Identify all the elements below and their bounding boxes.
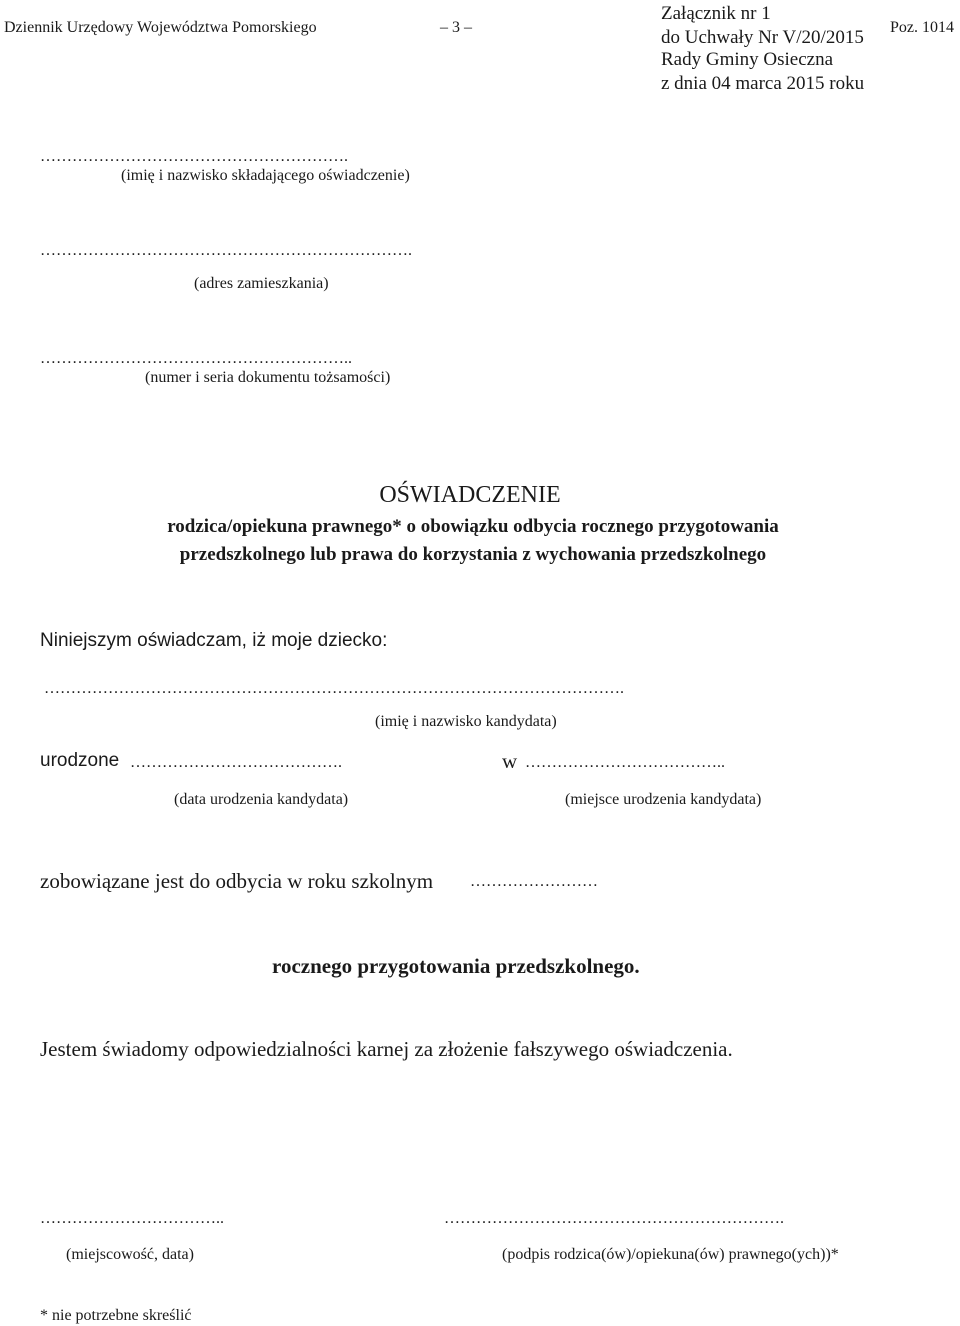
position-number: Poz. 1014 — [890, 19, 954, 36]
footnote: * nie potrzebne skreślić — [40, 1307, 192, 1324]
birth-date-field[interactable]: …………………………………. — [130, 754, 342, 771]
document-title: OŚWIADCZENIE — [379, 482, 561, 508]
attachment-line-4: z dnia 04 marca 2015 roku — [661, 73, 865, 94]
birth-date-caption: (data urodzenia kandydata) — [174, 791, 349, 808]
declarant-address-field[interactable]: ……………………………………………………………. — [40, 242, 412, 259]
place-date-field[interactable]: …………………………….. — [40, 1210, 224, 1227]
birth-place-field[interactable]: ……………………………….. — [525, 754, 725, 771]
preschool-text: rocznego przygotowania przedszkolnego. — [272, 954, 640, 978]
journal-title: Dziennik Urzędowy Województwa Pomorskiego — [4, 19, 317, 36]
attachment-line-1: Załącznik nr 1 — [661, 3, 771, 24]
declarant-address-caption: (adres zamieszkania) — [194, 275, 329, 292]
awareness-text: Jestem świadomy odpowiedzialności karnej za złożenie fałszywego oświadczenia. — [40, 1037, 733, 1061]
child-name-caption: (imię i nazwisko kandydata) — [375, 713, 557, 730]
attachment-line-3: Rady Gminy Osieczna — [661, 49, 834, 70]
born-label: urodzone — [40, 750, 120, 771]
birth-place-caption: (miejsce urodzenia kandydata) — [565, 791, 762, 808]
signature-caption: (podpis rodzica(ów)/opiekuna(ów) prawnego(ych))* — [502, 1246, 839, 1263]
place-date-caption: (miejscowość, data) — [66, 1246, 194, 1263]
declarant-document-caption: (numer i seria dokumentu tożsamości) — [145, 369, 391, 386]
intro-text: Niniejszym oświadczam, iż moje dziecko: — [40, 630, 388, 651]
signature-field[interactable]: ………………………………………………………. — [444, 1210, 784, 1227]
document-subtitle-line-1: rodzica/opiekuna prawnego* o obowiązku odbycia rocznego przygotowania — [167, 516, 779, 537]
attachment-line-2: do Uchwały Nr V/20/2015 — [661, 27, 864, 48]
school-year-field[interactable]: …………………… — [470, 873, 598, 890]
w-label: w — [502, 749, 518, 773]
declarant-name-caption: (imię i nazwisko składającego oświadczenie) — [121, 167, 410, 184]
document-subtitle-line-2: przedszkolnego lub prawa do korzystania z wychowania przedszkolnego — [179, 544, 767, 565]
declarant-name-field[interactable]: …………………………………………………. — [40, 148, 348, 165]
page-number: – 3 – — [440, 19, 472, 36]
child-name-field[interactable]: ………………………………………………………………………………………………. — [44, 680, 624, 697]
obliged-text: zobowiązane jest do odbycia w roku szkolnym — [40, 869, 434, 893]
declarant-document-field[interactable]: ………………………………………………….. — [40, 350, 352, 367]
